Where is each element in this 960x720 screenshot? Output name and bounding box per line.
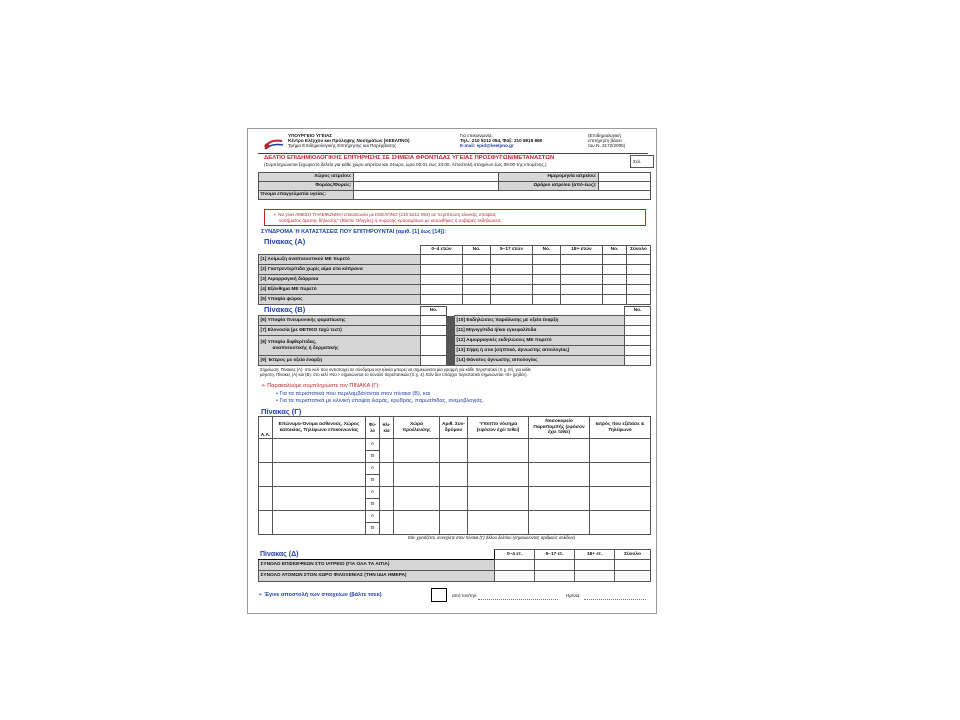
table-c-col-hospital: Νοσοκομείο Παραπομπής (εφόσον έχει τεθεί): [529, 417, 590, 439]
table-b-cell[interactable]: [421, 326, 447, 336]
table-b-row-label: [7] Ελονοσία (με ΘΕΤΙΚΟ ταχύ τεστ): [259, 326, 421, 336]
request-line-3: • Για τα περιστατικά με κλινική υποψία ιλαράς, ερυθράς, παρωτίτιδας, ανεμοβλογιάς.: [276, 398, 484, 404]
table-b-cell[interactable]: [625, 326, 651, 336]
header-divider: [258, 153, 648, 154]
sex-male-option[interactable]: Α: [366, 463, 380, 475]
sex-male-option[interactable]: Α: [366, 439, 380, 451]
table-c-cell[interactable]: [259, 487, 273, 511]
table-d-col-total: Σύνολο: [615, 550, 651, 560]
table-a-cell[interactable]: [603, 285, 627, 295]
page-number-box[interactable]: [630, 155, 654, 168]
table-c-cell[interactable]: [590, 463, 651, 487]
table-c-cell[interactable]: [380, 511, 394, 535]
syndromes-heading: ΣΥΝΔΡΟΜΑ Ή ΚΑΤΑΣΤΑΣΕΙΣ ΠΟΥ ΕΠΙΤΗΡΟΥΝΤΑΙ (αριθ. [1] έως [14]):: [261, 229, 447, 235]
sex-male-option[interactable]: Α: [366, 511, 380, 523]
sex-female-option[interactable]: Θ: [366, 475, 380, 487]
table-b-corner-left: [259, 307, 421, 316]
table-c-cell[interactable]: [394, 511, 440, 535]
table-d-col-18plus: 18+ ετ.: [575, 550, 615, 560]
legal-note-2: επιτήρηση βάσει: [588, 138, 622, 143]
table-a-col-no-1: No.: [463, 246, 491, 255]
table-a-cell[interactable]: [627, 265, 651, 275]
table-d-cell[interactable]: [495, 571, 535, 582]
table-d: [258, 549, 651, 582]
table-c-cell[interactable]: [380, 463, 394, 487]
table-a-corner: [259, 246, 421, 255]
ministry-name: ΥΠΟΥΡΓΕΙΟ ΥΓΕΙΑΣ: [288, 133, 333, 138]
table-a-cell[interactable]: [421, 295, 463, 305]
table-c-cell[interactable]: [590, 511, 651, 535]
table-c-cell[interactable]: [529, 511, 590, 535]
table-a-cell[interactable]: [627, 285, 651, 295]
sex-male-option[interactable]: Α: [366, 487, 380, 499]
table-b-divider: [447, 336, 455, 346]
table-a-cell[interactable]: [421, 275, 463, 285]
table-b-cell[interactable]: [421, 316, 447, 326]
table-a-cell[interactable]: [421, 255, 463, 265]
table-c-cell[interactable]: [394, 487, 440, 511]
date-field-footer[interactable]: [584, 599, 646, 600]
table-c-cell[interactable]: [440, 511, 468, 535]
request-line-2: • Για τα περιστατικά που περιλαμβάνονται στον πίνακα (Β), και: [276, 391, 431, 397]
sent-checkbox[interactable]: [431, 588, 447, 602]
table-a-cell[interactable]: [561, 255, 603, 265]
table-c-cell[interactable]: [273, 439, 366, 463]
sex-female-option[interactable]: Θ: [366, 499, 380, 511]
table-b-corner-right: [455, 307, 625, 316]
table-c-col-aa: Α.Α.: [259, 417, 273, 439]
table-a-cell[interactable]: [533, 265, 561, 275]
table-c-cell[interactable]: [468, 439, 529, 463]
hours-label: Ωράριο ιατρείου (από-έως):: [499, 182, 599, 191]
table-b-row-label: [12] Αιμορραγικές εκδηλώσεις ΜΕ πυρετό: [455, 336, 625, 346]
table-a-cell[interactable]: [491, 285, 533, 295]
diphtheria-line-1: [8] Υποψία διφθερίτιδας,: [260, 340, 317, 346]
table-d-row-visits: ΣΥΝΟΛΟ ΕΠΙΣΚΕΨΕΩΝ ΣΤΟ ΙΑΤΡΕΙΟ (ΓΙΑ ΟΛΑ ΤΑ ΑΙΤΙΑ): [259, 560, 495, 571]
table-d-cell[interactable]: [535, 560, 575, 571]
professional-label: Όνομα επαγγελματία υγείας:: [259, 191, 354, 200]
table-a-cell[interactable]: [463, 275, 491, 285]
sent-label: ➢ Έγινε αποστολή των στοιχείων (βάλτε τσεκ): [258, 592, 382, 598]
table-b-cell[interactable]: [421, 336, 447, 356]
table-a-row-label: [4] Εξάνθημα ΜΕ πυρετό: [259, 285, 421, 295]
form-subtitle: (Συμπληρώνεται ξεχωριστό δελτίο για κάθε χώρο ιατρείου και 24ωρο, ώρα 00:01 έως 24:00. Αποστολή στοιχείων έως 09:00 της επομένης.): [264, 162, 547, 167]
sex-female-option[interactable]: Θ: [366, 523, 380, 535]
table-a-cell[interactable]: [533, 275, 561, 285]
table-a-cell[interactable]: [603, 275, 627, 285]
table-a-cell[interactable]: [533, 285, 561, 295]
date-label-footer: Ημ/νία:: [566, 593, 581, 598]
table-c-cell[interactable]: [529, 439, 590, 463]
table-a-cell[interactable]: [627, 295, 651, 305]
table-d-cell[interactable]: [535, 571, 575, 582]
form-title: ΔΕΛΤΙΟ ΕΠΙΔΗΜΙΟΛΟΓΙΚΗΣ ΕΠΙΤΗΡΗΣΗΣ ΣΕ ΣΗΜΕΙΑ ΦΡΟΝΤΙΔΑΣ ΥΓΕΙΑΣ ΠΡΟΣΦΥΓΩΝ/ΜΕΤΑΝΑΣΤΩΝ: [264, 155, 555, 161]
date-label: Ημερομηνία ιατρείου:: [499, 173, 599, 182]
table-b-note-1: Σημείωση: Πίνακας (Α): στο κελί που αντιστοιχεί σε σύνδρομο και ηλικία μπορεί να σημειώνεται μία γραμμή για κάθε περιστατικό (π.χ. ΙΙΙ), για κάθε: [260, 367, 531, 372]
table-d-cell[interactable]: [615, 560, 651, 571]
table-b-row-label: [13] Σήψη ή σοκ (σηπτικό, άγνωστης αιτιολογίας): [455, 346, 625, 356]
legal-note-1: (Επιδημιολογική: [588, 133, 621, 138]
sex-female-option[interactable]: Θ: [366, 451, 380, 463]
table-b-cell[interactable]: [625, 336, 651, 346]
location-field[interactable]: [354, 173, 499, 182]
table-a-row-label: [5] Υποψία ψώρας: [259, 295, 421, 305]
table-b-row-label: [10] Εκδηλώσεις παράλυσης με οξεία έναρξη: [455, 316, 625, 326]
table-a-row-label: [2] Γαστρεντερίτιδα χωρίς αίμα στα κόπρανα: [259, 265, 421, 275]
table-d-cell[interactable]: [495, 560, 535, 571]
table-c-cell[interactable]: [468, 511, 529, 535]
table-a-cell[interactable]: [627, 255, 651, 265]
table-b-divider: [447, 346, 455, 356]
table-c-cell[interactable]: [259, 511, 273, 535]
table-a-cell[interactable]: [421, 265, 463, 275]
table-c-col-patient: Επώνυμο-Όνομα ασθενούς, Χώρος κατοικίας, Τηλέφωνο επικοινωνίας: [273, 417, 366, 439]
table-a-title: Πίνακας (Α): [264, 237, 306, 246]
table-b: [258, 306, 651, 366]
alert-line-2: νοσήματος άμεσης δήλωσης* (Βλέπε Οδηγίες) ή συρροής κρουσμάτων με ισουνθήκες ή σοβαρές εκδηλώσεις.: [279, 217, 503, 223]
table-c-cell[interactable]: [394, 439, 440, 463]
table-a-row-label: [1] Λοίμωξη αναπνευστικού ΜΕ πυρετό: [259, 255, 421, 265]
table-d-col-5-17: 5–17 ετ.: [535, 550, 575, 560]
table-b-title: Πίνακας (Β): [264, 305, 306, 314]
table-c-cell[interactable]: [440, 439, 468, 463]
table-b-divider: [447, 356, 455, 366]
table-c-footnote: Εάν χρειάζεται, συνεχίστε στον πίνακα (Γ) άλλου δελτίου (σημειώνοντας αριθμούς σελίδων): [408, 535, 576, 540]
table-a-cell[interactable]: [561, 285, 603, 295]
table-a-col-no-3: No.: [603, 246, 627, 255]
table-c-cell[interactable]: [590, 439, 651, 463]
table-c-cell[interactable]: [468, 463, 529, 487]
location-label: Χώρος ιατρείου:: [259, 173, 354, 182]
date-field[interactable]: [599, 173, 651, 182]
table-c-cell[interactable]: [380, 439, 394, 463]
table-c-cell[interactable]: [259, 463, 273, 487]
table-c-cell[interactable]: [440, 487, 468, 511]
table-c-cell[interactable]: [273, 463, 366, 487]
table-a-cell[interactable]: [463, 295, 491, 305]
table-a-cell[interactable]: [421, 285, 463, 295]
table-b-cell[interactable]: [625, 356, 651, 366]
agency-field[interactable]: [354, 182, 499, 191]
table-a-col-no-2: No.: [533, 246, 561, 255]
table-a-row-label: [3] Αιμορραγική διάρροια: [259, 275, 421, 285]
table-c-col-age: Ηλι-κία: [380, 417, 394, 439]
table-a-cell[interactable]: [491, 265, 533, 275]
table-a-cell[interactable]: [491, 255, 533, 265]
hours-field[interactable]: [599, 182, 651, 191]
page-label: Σελ.: [633, 159, 642, 164]
table-a-cell[interactable]: [561, 295, 603, 305]
table-a-cell[interactable]: [533, 295, 561, 305]
table-b-cell[interactable]: [625, 316, 651, 326]
table-d-col-0-4: 0–4 ετ.: [495, 550, 535, 560]
from-label: από τον/την:: [452, 593, 478, 598]
alert-box: [264, 209, 646, 226]
table-c-cell[interactable]: [273, 487, 366, 511]
table-a-cell[interactable]: [603, 295, 627, 305]
center-name: Κέντρο Ελέγχου και Πρόληψης Νοσημάτων (ΚΕΕΛΠΝΟ): [288, 138, 410, 143]
from-field[interactable]: [478, 599, 558, 600]
table-b-no-left: No.: [421, 307, 447, 316]
table-b-gap: [447, 307, 455, 316]
table-a-col-5-17: 5–17 ετών: [491, 246, 533, 255]
table-b-row-label: [11] Μηνιγγίτιδα ή/και εγκεφαλίτιδα: [455, 326, 625, 336]
table-b-row-label: [9] Ίκτερος με οξεία έναρξη: [259, 356, 421, 366]
table-a-cell[interactable]: [463, 255, 491, 265]
contact-title: Για επικοινωνία:: [460, 133, 493, 138]
agency-label: Φορέας/Φορείς:: [259, 182, 354, 191]
table-b-row-label: [14] Θάνατος άγνωστης αιτιολογίας: [455, 356, 625, 366]
table-b-divider: [447, 316, 455, 326]
table-c: [258, 416, 651, 535]
table-c-cell[interactable]: [394, 463, 440, 487]
table-c-col-sex: Φύ-λο: [366, 417, 380, 439]
table-c-cell[interactable]: [273, 511, 366, 535]
table-a-cell[interactable]: [491, 295, 533, 305]
table-c-cell[interactable]: [590, 487, 651, 511]
table-c-cell[interactable]: [380, 487, 394, 511]
professional-field[interactable]: [354, 191, 651, 200]
table-b-no-right: No.: [625, 307, 651, 316]
table-a-cell[interactable]: [603, 265, 627, 275]
form-page: [247, 128, 657, 614]
table-c-cell[interactable]: [529, 487, 590, 511]
table-a: [258, 245, 651, 305]
table-a-col-0-4: 0–4 ετών: [421, 246, 463, 255]
table-c-title: Πίνακας (Γ): [261, 407, 302, 416]
contact-email[interactable]: E-mail: epid@keelpno.gr: [460, 143, 514, 148]
table-d-row-persons: ΣΥΝΟΛΟ ΑΤΟΜΩΝ ΣΤΟΝ ΧΩΡΟ ΦΙΛΟΞΕΝΙΑΣ (ΤΗΝ ΙΔΙΑ ΗΜΕΡΑ): [259, 571, 495, 582]
table-a-cell[interactable]: [463, 285, 491, 295]
table-d-cell[interactable]: [615, 571, 651, 582]
table-b-cell[interactable]: [421, 356, 447, 366]
table-a-cell[interactable]: [491, 275, 533, 285]
legal-note-3: του Ν. 3172/2005): [588, 143, 626, 148]
info-fields-table: [258, 172, 651, 200]
table-a-cell[interactable]: [561, 265, 603, 275]
table-d-title: Πίνακας (Δ): [260, 550, 299, 558]
table-a-cell[interactable]: [603, 255, 627, 265]
table-b-row-label: [6] Υποψία πνευμονικής φυματίωσης: [259, 316, 421, 326]
table-c-cell[interactable]: [529, 463, 590, 487]
table-a-cell[interactable]: [561, 275, 603, 285]
alert-line-1: ➢ Να γίνει ΑΜΕΣΗ ΤΗΛΕΦΩΝΙΚΗ επικοινωνία με ΚΕΕΛΠΝΟ (210 5212 054) σε περίπτωση κλινικής υποψίας: [273, 211, 497, 217]
table-b-row-label-diphtheria: [259, 336, 421, 356]
table-c-cell[interactable]: [468, 487, 529, 511]
table-c-col-disease: Ύποπτο νόσημα (εφόσον έχει τεθεί): [468, 417, 529, 439]
table-b-divider: [447, 326, 455, 336]
table-d-cell[interactable]: [575, 560, 615, 571]
table-c-col-country: Χώρα προέλευσης: [394, 417, 440, 439]
table-a-cell[interactable]: [533, 255, 561, 265]
table-a-cell[interactable]: [627, 275, 651, 285]
department-name: Τμήμα Επιδημιολογικής Επιτήρησης και Παρέμβασης: [288, 143, 397, 148]
table-b-cell[interactable]: [625, 346, 651, 356]
request-line-1: ➢ Παρακαλούμε συμπληρώστε τον ΠΙΝΑΚΑ (Γ):: [261, 383, 380, 389]
table-d-cell[interactable]: [575, 571, 615, 582]
table-c-cell[interactable]: [259, 439, 273, 463]
table-b-note-2: μέγιστη. Πίνακες (Α) και (Β): στο κελί «No.» σημειώνεται το σύνολο περιστατικών (π.χ. 4). Εάν δεν υπάρχει περιστατικό σημειώνεται «0» (μηδέν).: [260, 372, 528, 377]
table-c-cell[interactable]: [440, 463, 468, 487]
table-a-col-total: Σύνολο: [627, 246, 651, 255]
table-a-col-18plus: 18+ ετών: [561, 246, 603, 255]
keelpno-logo: [262, 138, 286, 152]
diphtheria-line-2: αναπνευστικής ή δερματικής: [272, 345, 339, 351]
table-c-col-syndrome: Αριθ. Συν-δρόμου: [440, 417, 468, 439]
phone-fax: Τηλ.: 210 5212 054, Φαξ: 210 8818 868: [460, 138, 543, 143]
table-a-cell[interactable]: [463, 265, 491, 275]
table-c-col-doctor: Ιατρός που εξέτασε & Τηλέφωνο: [590, 417, 651, 439]
